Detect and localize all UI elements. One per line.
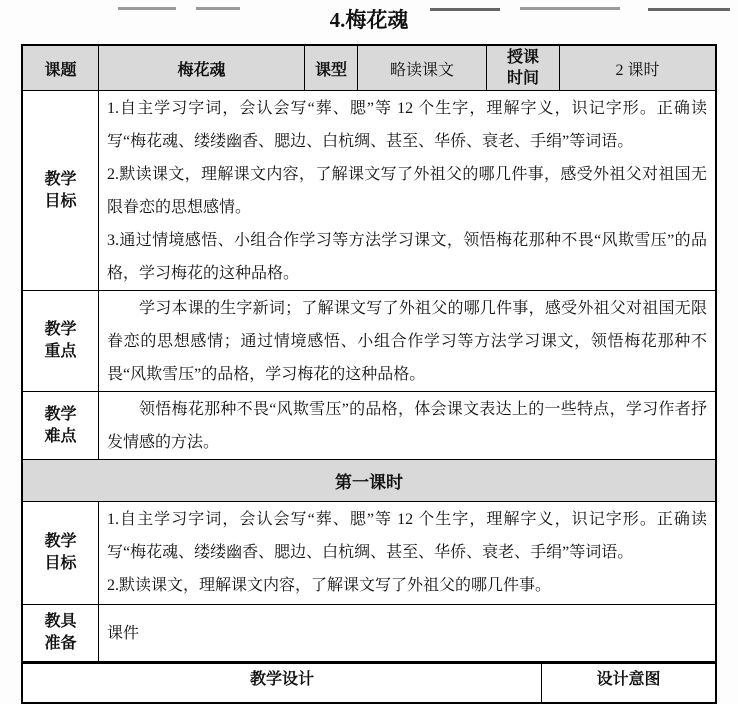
- text-fragment: [118, 7, 176, 10]
- text-fragment: [430, 8, 500, 11]
- teaching-aids-label: 教具准备: [44, 613, 77, 652]
- teaching-focus-label: 教学重点: [44, 321, 77, 360]
- text-fragment: [520, 7, 620, 10]
- page-title: 4.梅花魂: [329, 8, 409, 32]
- session-banner: 第一课时: [335, 473, 403, 492]
- goal-item: 2.默读课文，理解课文内容，了解课文写了外祖父的哪几件事，感受外祖父对祖国无限眷恋的思想感情。: [107, 166, 707, 216]
- goal-item: 1.自主学习字词，会认会写“葬、腮”等 12 个生字，理解字义，识记字形。正确读写“梅花魂、缕缕幽香、腮边、白杭绸、甚至、华侨、衰老、手绢”等词语。: [107, 100, 707, 150]
- topic-value: 梅花魂: [98, 46, 304, 90]
- teaching-focus-row: [23, 291, 715, 392]
- teaching-aids-row: [23, 605, 715, 662]
- teaching-aids-content: 课件: [98, 605, 715, 661]
- session-banner-row: [23, 460, 715, 502]
- lesson-type-value: 略读课文: [357, 46, 486, 90]
- goal-item: 1.自主学习字词，会认会写“葬、腮”等 12 个生字，理解字义，识记字形。正确读写“梅花魂、缕缕幽香、腮边、白杭绸、甚至、华侨、衰老、手绢”等词语。: [107, 511, 707, 561]
- lesson-plan-table: [21, 44, 717, 704]
- session-goals-label: 教学目标: [44, 533, 77, 572]
- text-fragment: [648, 8, 730, 11]
- class-time-label: 授课时间: [486, 46, 559, 90]
- session-goals-row: [23, 502, 715, 605]
- lesson-plan-page: [0, 7, 738, 688]
- lesson-type-label: 课型: [304, 46, 357, 90]
- teaching-difficulty-label: 教学难点: [44, 405, 77, 445]
- session-goals-content: [98, 502, 715, 604]
- teaching-difficulty-content: [98, 392, 715, 459]
- teaching-goals-row: [23, 91, 715, 291]
- goal-item: 3.通过情境感悟、小组合作学习等方法学习课文，领悟梅花那种不畏“风欺雪压”的品格，学习梅花的这种品格。: [107, 232, 707, 282]
- text-fragment: [196, 7, 240, 10]
- design-intent-header: 设计意图: [541, 664, 715, 702]
- design-header-row: [23, 662, 715, 702]
- teaching-design-header: 教学设计: [249, 671, 314, 688]
- info-row: [23, 46, 715, 91]
- focus-text: 学习本课的生字新词；了解课文写了外祖父的哪几件事，感受外祖父对祖国无限眷恋的思想感情；通过情境感悟、小组合作学习等方法学习课文，领悟梅花那种不畏“风欺雪压”的品格，学习梅花的这种品格。: [107, 300, 707, 383]
- goal-item: 2.默读课文，理解课文内容，了解课文写了外祖父的哪几件事。: [107, 577, 552, 594]
- topic-label: 课题: [44, 61, 77, 79]
- teaching-difficulty-row: [23, 392, 715, 460]
- teaching-focus-content: [98, 291, 715, 391]
- difficulty-text: 领悟梅花那种不畏“风欺雪压”的品格，体会课文表达上的一些特点，学习作者抒发情感的方法。: [107, 401, 707, 451]
- teaching-goals-content: [98, 91, 715, 290]
- class-time-value: 2 课时: [559, 46, 715, 90]
- teaching-goals-label: 教学目标: [44, 170, 77, 210]
